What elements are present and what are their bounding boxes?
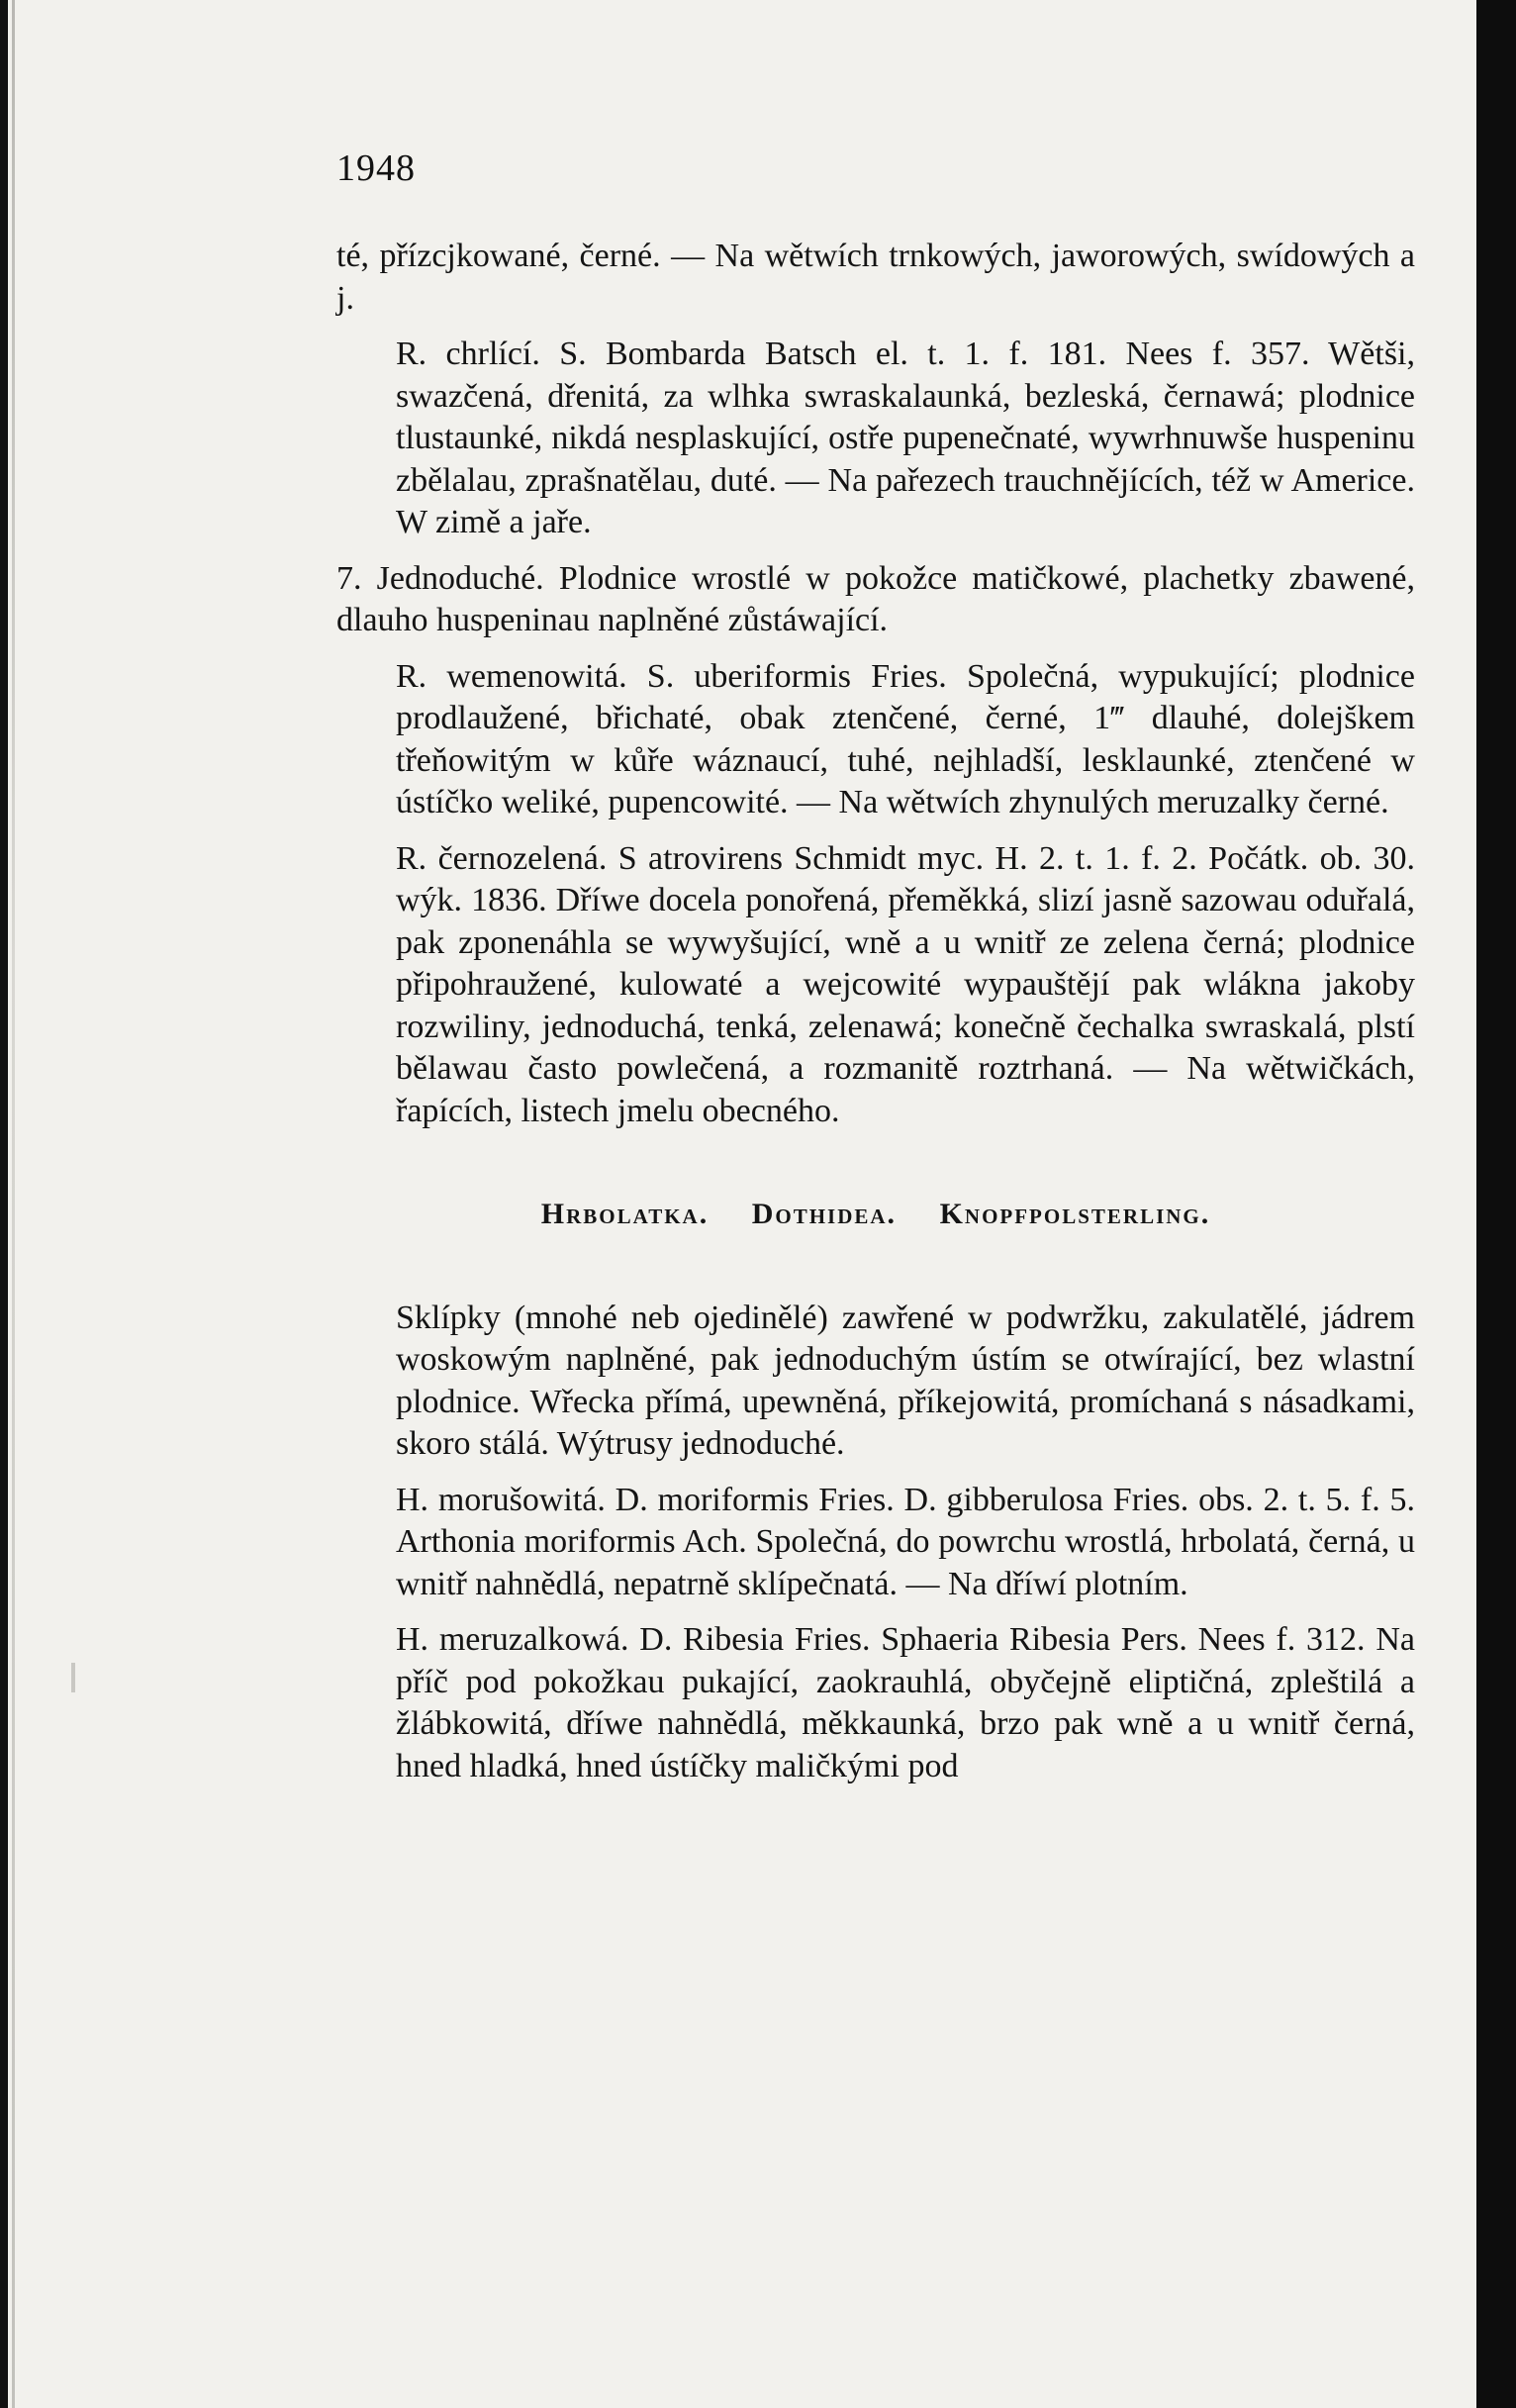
genus-name-latin: Dothidea. bbox=[751, 1198, 898, 1230]
page-number: 1948 bbox=[336, 147, 416, 189]
paragraph-section-jednoduche: 7. Jednoduché. Plodnice wrostlé w pokožce matičkowé, plachetky zbawené, dlauho huspeninau naplněné zůstáwající. bbox=[336, 559, 1415, 638]
paragraph-species-chrlici: R. chrlící. S. Bombarda Batsch el. t. 1. f. 181. Nees f. 357. Wětši, swazčená, dřenitá, za wlhka swraskalaunká, bezleská, černawá; plodnice tlustaunké, nikdá nesplaskující, ostře pupenečnaté, wywrhnuwše huspeninu zbělalau, zprašnatělau, duté. — Na pařezech trauchnějících, též w Americe. W zimě a jaře. bbox=[396, 336, 1415, 540]
paragraph-species-cernozelena: R. černozelená. S atrovirens Schmidt myc. H. 2. t. 1. f. 2. Počátk. ob. 30. wýk. 1836. Dříwe docela ponořená, přeměkká, slizí jasně sazowau oduřalá, pak zponenáhla se wywyšující, wně a u wnitř ze zelena černá; plodnice připohraužené, kulowaté a wejcowité wypauštějí pak wlákna jakoby rozwiliny, jednoduchá, tenká, zelenawá; konečně čechalka swraskalá, plstí bělawau často powlečená, a rozmanitě roztrhaná. — Na wětwičkách, řapících, listech jmelu obecného. bbox=[396, 839, 1415, 1129]
genus-name-czech: Hrbolatka. bbox=[540, 1198, 710, 1230]
page-gutter-line bbox=[12, 0, 15, 2408]
scan-edge bbox=[1476, 0, 1516, 2408]
page-body bbox=[336, 236, 1415, 1787]
paragraph-species-wemenowita: R. wemenowitá. S. uberiformis Fries. Společná, wypukující; plodnice prodlaužené, břichaté, obak ztenčené, černé, 1‴ dlauhé, dolejškem třeňowitým w kůře wáznaucí, tuhé, nejhladší, lesklaunké, ztenčené w ústíčko weliké, pupencowité. — Na wětwích zhynulých meruzalky černé. bbox=[396, 657, 1415, 820]
genus-heading bbox=[336, 1194, 1415, 1236]
paragraph-species-meruzalkowa: H. meruzalkowá. D. Ribesia Fries. Sphaeria Ribesia Pers. Nees f. 312. Na příč pod pokožkau pukající, zaokrauhlá, obyčejně eliptičná, zpleštilá a žlábkowitá, dříwe nahnědlá, měkkaunká, brzo pak wně a u wnitř černá, hned hladká, hned ústíčky maličkými pod bbox=[396, 1621, 1415, 1784]
paragraph-species-morusowita: H. morušowitá. D. moriformis Fries. D. gibberulosa Fries. obs. 2. t. 5. f. 5. Arthonia moriformis Ach. Společná, do powrchu wrostlá, hrbolatá, černá, u wnitř nahnědlá, nepatrně sklípečnatá. — Na dříwí plotním. bbox=[396, 1481, 1415, 1602]
paragraph-continuation: té, přízcjkowané, černé. — Na wětwích trnkowých, jaworowých, swídowých a j. bbox=[336, 238, 1415, 317]
genus-name-german: Knopfpolsterling. bbox=[939, 1198, 1211, 1230]
paragraph-genus-description: Sklípky (mnohé neb ojedinělé) zawřené w podwržku, zakulatělé, jádrem woskowým naplněné, pak jednoduchým ústím se otwírající, bez wlastní plodnice. Wřecka přímá, upewněná, příkejowitá, promíchaná s násadkami, skoro stálá. Wýtrusy jednoduché. bbox=[396, 1299, 1415, 1462]
scan-speck bbox=[71, 1663, 75, 1692]
